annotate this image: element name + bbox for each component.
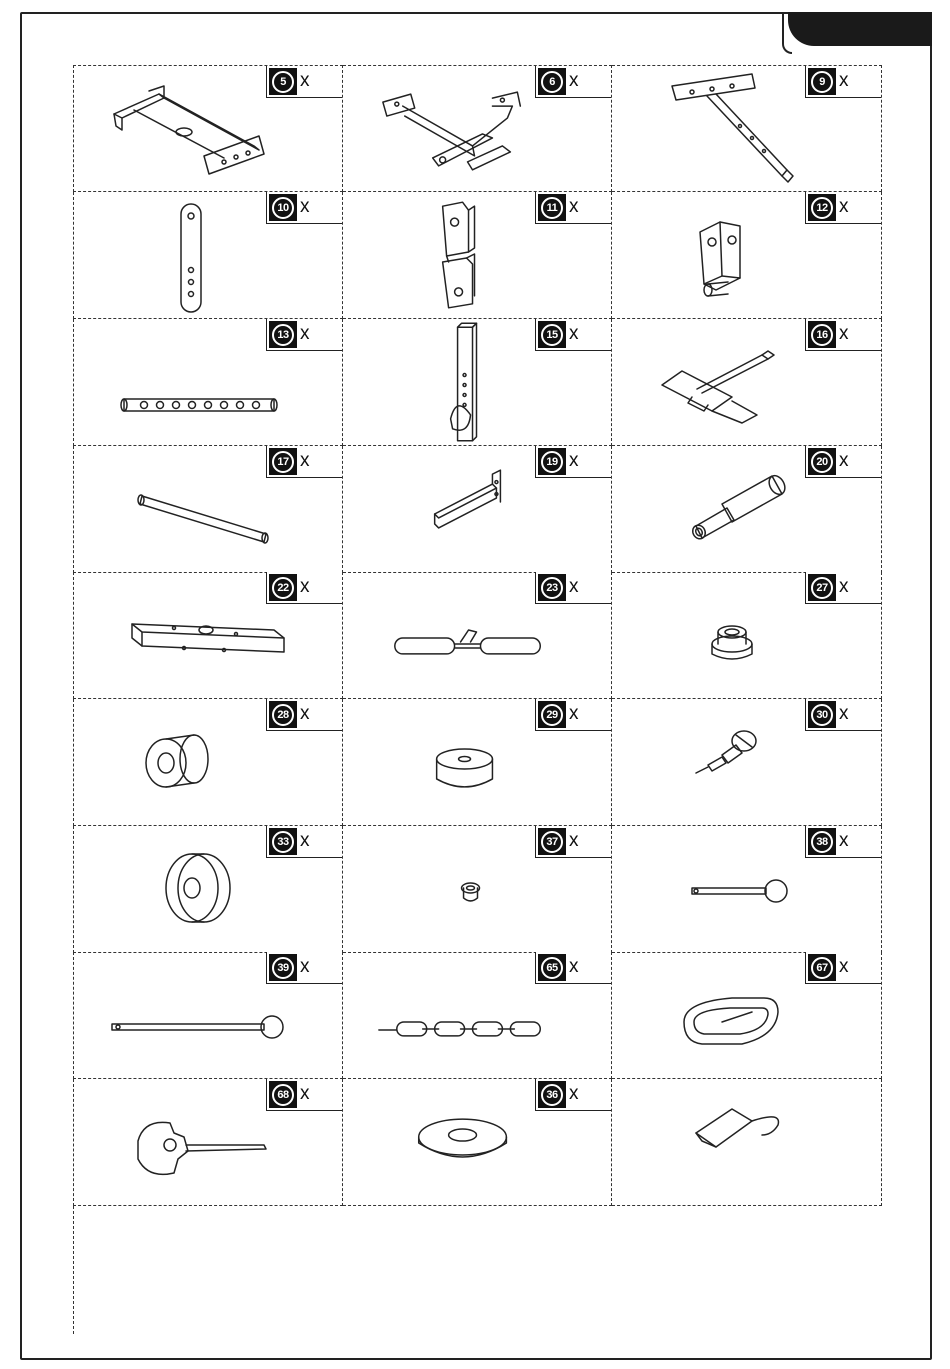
- part-label: [805, 826, 881, 858]
- part-label: [535, 952, 611, 984]
- quantity-mark: x: [569, 956, 579, 977]
- part-number: 68: [272, 1084, 294, 1106]
- part-number: 29: [541, 704, 563, 726]
- part-number: 19: [541, 451, 563, 473]
- part-number-badge: [269, 321, 297, 348]
- part-number-badge: [808, 954, 836, 981]
- part-number: 20: [811, 451, 833, 473]
- part-label: [805, 319, 881, 351]
- part-number-badge: [538, 321, 566, 348]
- part-cell: [612, 826, 882, 953]
- part-cell: [343, 319, 612, 446]
- grid-extension-line: [73, 1206, 74, 1334]
- part-cell: [73, 319, 343, 446]
- part-cell: [343, 572, 612, 699]
- part-number-badge: [808, 701, 836, 728]
- part-number: 67: [811, 957, 833, 979]
- part-cell: [612, 952, 882, 1079]
- quantity-mark: x: [839, 450, 849, 471]
- hardware-bag-icon: [612, 1079, 882, 1206]
- part-number-badge: [808, 194, 836, 221]
- quantity-mark: x: [839, 830, 849, 851]
- part-cell: [343, 826, 612, 953]
- quantity-mark: x: [300, 323, 310, 344]
- part-cell: [612, 319, 882, 446]
- part-number-badge: [808, 574, 836, 601]
- quantity-mark: x: [569, 830, 579, 851]
- part-number-badge: [538, 574, 566, 601]
- quantity-mark: x: [839, 70, 849, 91]
- part-cell: [73, 65, 343, 192]
- quantity-mark: x: [300, 70, 310, 91]
- part-number-badge: [269, 954, 297, 981]
- part-label: [805, 952, 881, 984]
- part-cell: [73, 446, 343, 573]
- part-label: [535, 319, 611, 351]
- part-cell: [612, 572, 882, 699]
- part-label: [535, 1079, 611, 1111]
- part-cell: [612, 65, 882, 192]
- part-label: [266, 446, 342, 478]
- part-cell: [612, 699, 882, 826]
- part-number: 16: [811, 324, 833, 346]
- quantity-mark: x: [300, 703, 310, 724]
- part-number: 33: [272, 831, 294, 853]
- part-cell: [343, 699, 612, 826]
- part-number: 36: [541, 1084, 563, 1106]
- part-label: [266, 1079, 342, 1111]
- quantity-mark: x: [300, 576, 310, 597]
- quantity-mark: x: [569, 1083, 579, 1104]
- part-label: [805, 66, 881, 98]
- quantity-mark: x: [569, 70, 579, 91]
- part-number-badge: [808, 68, 836, 95]
- part-number: 9: [811, 71, 833, 93]
- part-label: [535, 826, 611, 858]
- part-number-badge: [808, 828, 836, 855]
- part-number-badge: [538, 68, 566, 95]
- part-number: 39: [272, 957, 294, 979]
- part-label: [535, 66, 611, 98]
- part-label: [266, 319, 342, 351]
- part-number-badge: [269, 701, 297, 728]
- part-number: 5: [272, 71, 294, 93]
- part-cell: [73, 1079, 343, 1206]
- part-label: [266, 192, 342, 224]
- part-label: [266, 66, 342, 98]
- part-number: 11: [541, 197, 563, 219]
- part-number: 22: [272, 577, 294, 599]
- part-number: 15: [541, 324, 563, 346]
- part-cell: [73, 192, 343, 319]
- part-number-badge: [269, 574, 297, 601]
- part-number-badge: [269, 828, 297, 855]
- quantity-mark: x: [839, 576, 849, 597]
- part-number: 12: [811, 197, 833, 219]
- quantity-mark: x: [839, 956, 849, 977]
- quantity-mark: x: [839, 323, 849, 344]
- part-number-badge: [538, 828, 566, 855]
- part-cell: [73, 952, 343, 1079]
- part-label: [805, 572, 881, 604]
- corner-tab: [788, 12, 932, 46]
- quantity-mark: x: [569, 450, 579, 471]
- quantity-mark: x: [569, 703, 579, 724]
- part-number-badge: [538, 448, 566, 475]
- part-cell: [73, 699, 343, 826]
- part-cell: [73, 826, 343, 953]
- part-label: [805, 446, 881, 478]
- part-number: 13: [272, 324, 294, 346]
- quantity-mark: x: [839, 196, 849, 217]
- part-number-badge: [538, 1081, 566, 1108]
- quantity-mark: x: [300, 196, 310, 217]
- quantity-mark: x: [300, 956, 310, 977]
- part-number-badge: [269, 448, 297, 475]
- part-cell: [73, 572, 343, 699]
- part-number: 17: [272, 451, 294, 473]
- quantity-mark: x: [569, 196, 579, 217]
- part-number-badge: [538, 701, 566, 728]
- part-number: 6: [541, 71, 563, 93]
- part-cell: [343, 192, 612, 319]
- part-number: 38: [811, 831, 833, 853]
- part-number: 30: [811, 704, 833, 726]
- part-label: [266, 699, 342, 731]
- part-number: 10: [272, 197, 294, 219]
- part-number-badge: [269, 194, 297, 221]
- part-label: [535, 446, 611, 478]
- part-number: 27: [811, 577, 833, 599]
- quantity-mark: x: [569, 576, 579, 597]
- quantity-mark: x: [569, 323, 579, 344]
- part-label: [266, 952, 342, 984]
- part-cell: [343, 65, 612, 192]
- part-cell: [343, 1079, 612, 1206]
- part-label: [805, 699, 881, 731]
- part-number-badge: [269, 1081, 297, 1108]
- part-label: [805, 192, 881, 224]
- part-label: [535, 192, 611, 224]
- part-number: 23: [541, 577, 563, 599]
- part-number-badge: [808, 448, 836, 475]
- part-number: 28: [272, 704, 294, 726]
- part-label: [535, 699, 611, 731]
- part-cell: [612, 446, 882, 573]
- part-cell: [343, 952, 612, 1079]
- part-number-badge: [269, 68, 297, 95]
- quantity-mark: x: [300, 1083, 310, 1104]
- part-label: [266, 826, 342, 858]
- quantity-mark: x: [839, 703, 849, 724]
- part-number-badge: [538, 194, 566, 221]
- quantity-mark: x: [300, 830, 310, 851]
- part-cell: [612, 1079, 882, 1206]
- part-number: 65: [541, 957, 563, 979]
- part-number-badge: [808, 321, 836, 348]
- part-cell: [343, 446, 612, 573]
- part-label: [535, 572, 611, 604]
- part-number-badge: [538, 954, 566, 981]
- part-cell: [612, 192, 882, 319]
- part-label: [266, 572, 342, 604]
- part-number: 37: [541, 831, 563, 853]
- quantity-mark: x: [300, 450, 310, 471]
